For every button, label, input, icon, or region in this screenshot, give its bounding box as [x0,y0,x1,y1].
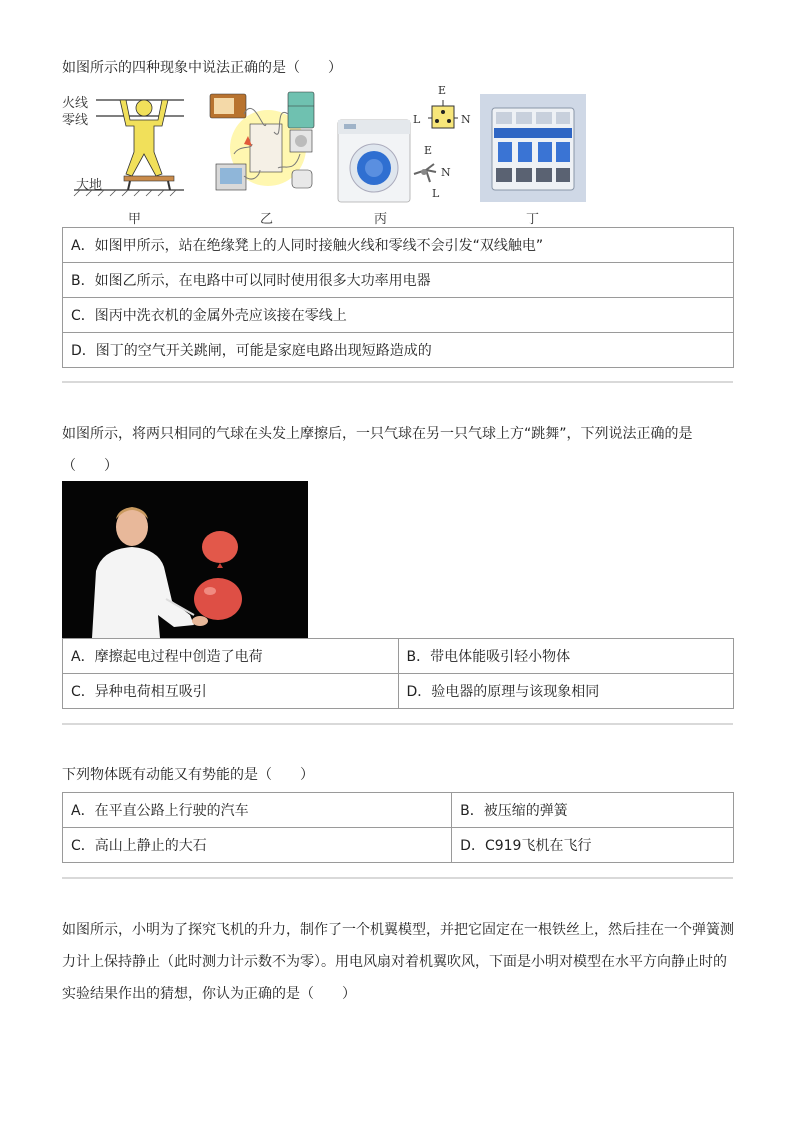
plug-n-label: N [441,166,451,179]
live-wire-label: 火线 [62,96,89,111]
q1-option-b[interactable]: B．如图乙所示，在电路中可以同时使用很多大功率用电器 [63,263,734,298]
caption-ding: 丁 [526,212,540,227]
plug-l-label: L [432,187,440,200]
three-pin-plug-icon [412,160,440,184]
q3-option-a[interactable]: A．在平直公路上行驶的汽车 [63,793,452,828]
q4-stem-line1: 如图所示，小明为了探究飞机的升力，制作了一个机翼模型，并把它固定在一根铁丝上，然后挂在一个弹簧测 [62,922,734,938]
q3-option-d[interactable]: D．C919飞机在飞行 [452,828,734,863]
q4-stem-line2: 力计上保持静止（此时测力计示数不为零）。用电风扇对着机翼吹风，下面是小明对模型在水平方向静止时的 [62,954,727,970]
q3-option-c[interactable]: C．高山上静止的大石 [63,828,452,863]
q4-stem-line3: 实验结果作出的猜想，你认为正确的是（ ） [62,986,356,1002]
caption-bing: 丙 [374,212,388,227]
balloon-photo [62,481,308,638]
socket-n-label: N [461,113,471,126]
q2-option-c[interactable]: C．异种电荷相互吸引 [63,674,399,709]
socket-symbol-icon [428,100,458,130]
plug-e-label: E [424,144,433,157]
q1-option-a[interactable]: A．如图甲所示，站在绝缘凳上的人同时接触火线和零线不会引发“双线触电” [63,228,734,263]
socket-e-label: E [438,84,447,97]
q2-options [62,638,734,709]
q1-options [62,227,734,368]
ground-label: 大地 [76,178,103,193]
caption-yi: 乙 [260,212,274,227]
q2-option-a[interactable]: A．摩擦起电过程中创造了电荷 [63,639,399,674]
q2-option-d[interactable]: D．验电器的原理与该现象相同 [398,674,734,709]
neutral-wire-label: 零线 [62,113,89,128]
separator-3 [62,877,733,879]
separator-1 [62,381,733,383]
figure-ding [480,94,586,202]
figure-yi [204,84,332,200]
figure-bing [336,118,412,204]
q2-option-b[interactable]: B．带电体能吸引轻小物体 [398,639,734,674]
q2-stem-line2: （ ） [62,458,118,474]
q1-option-d[interactable]: D．图丁的空气开关跳闸，可能是家庭电路出现短路造成的 [63,333,734,368]
socket-l-label: L [413,113,421,126]
separator-2 [62,723,733,725]
q3-option-b[interactable]: B．被压缩的弹簧 [452,793,734,828]
q2-stem-line1: 如图所示，将两只相同的气球在头发上摩擦后，一只气球在另一只气球上方“跳舞”，下列说法正确的是 [62,426,693,442]
q1-option-c[interactable]: C．图丙中洗衣机的金属外壳应该接在零线上 [63,298,734,333]
q1-stem: 如图所示的四种现象中说法正确的是（ ） [62,60,342,76]
q3-stem: 下列物体既有动能又有势能的是（ ） [62,767,314,783]
caption-jia: 甲 [128,212,142,227]
q3-options [62,792,734,863]
